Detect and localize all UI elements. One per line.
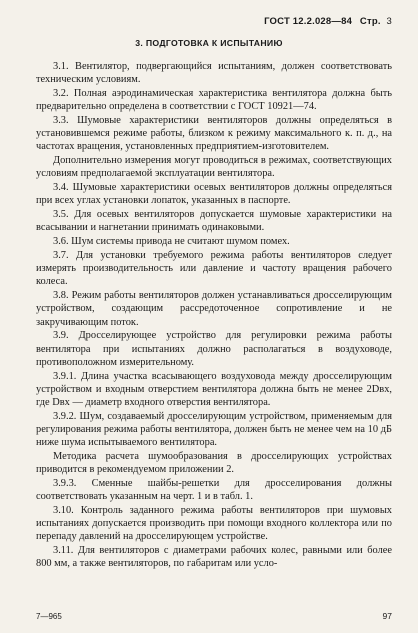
paragraph: 3.10. Контроль заданного режима работы вентиляторов при шумовых испытаниях допускается производить при помощи входного коллектора или по перепаду давлений на дросселирующем устройстве. xyxy=(36,505,392,543)
footer-signature: 7—965 xyxy=(36,612,62,621)
standard-number: ГОСТ 12.2.028—84 xyxy=(264,16,353,27)
paragraph: 3.9.1. Длина участка всасывающего воздуховода между дросселирующим устройством и входным отверстием вентилятора должна быть не менее 2Dвх, где Dвх — диаметр входного отверстия вентилятора. xyxy=(36,370,392,409)
paragraph: 3.7. Для установки требуемого режима работы вентиляторов следует измерять производительность или давление и частоту вращения рабочего колеса. xyxy=(36,250,392,288)
section-title: 3. ПОДГОТОВКА К ИСПЫТАНИЮ xyxy=(135,38,283,48)
paragraph: 3.9.2. Шум, создаваемый дросселирующим устройством, применяемым для регулирования режима работы вентилятора, должен быть не менее чем на 10 дБ ниже шума испытываемого вентилятора. xyxy=(36,410,392,449)
paragraph: 3.2. Полная аэродинамическая характеристика вентилятора должна быть предварительно определена в соответствии с ГОСТ 10921—74. xyxy=(36,88,392,113)
paragraph: Дополнительно измерения могут проводиться в режимах, соответствующих условиям предполагаемой эксплуатации вентилятора. xyxy=(36,155,392,180)
paragraph: 3.11. Для вентиляторов с диаметрами рабочих колес, равными или более 800 мм, а также вентиляторов, по габаритам или усло- xyxy=(36,545,392,570)
paragraph: 3.5. Для осевых вентиляторов допускается шумовые характеристики на всасывании и нагнетании принимать одинаковыми. xyxy=(36,209,392,234)
paragraph: Методика расчета шумообразования в дросселирующих устройствах приводится в рекомендуемом приложении 2. xyxy=(36,451,392,476)
paragraph: 3.4. Шумовые характеристики осевых вентиляторов должны определяться при всех углах установки лопаток, указанных в паспорте. xyxy=(36,182,392,207)
paragraph: 3.8. Режим работы вентиляторов должен устанавливаться дросселирующим устройством, создающим рассредоточенное сопротивление и не закручивающим поток. xyxy=(36,290,392,328)
paragraph: 3.6. Шум системы привода не считают шумом помех. xyxy=(53,236,290,248)
paragraph: 3.9. Дросселирующее устройство для регулировки режима работы вентилятора при испытаниях должно располагаться в воздуховоде, противоположном измерительному. xyxy=(36,330,392,368)
page-header xyxy=(264,16,392,27)
paragraph: 3.3. Шумовые характеристики вентиляторов должны определяться в установившемся режиме работы, близком к режиму максимального к. п. д., на частотах вращения, установленных предприятием-изготовителем. xyxy=(36,115,392,153)
footer-page-number: 97 xyxy=(382,611,392,621)
paragraph: 3.1. Вентилятор, подвергающийся испытаниям, должен соответствовать техническим условиям. xyxy=(36,61,392,86)
page-number: 3 xyxy=(386,16,392,27)
body-text xyxy=(36,60,392,571)
page-label: Стр. xyxy=(359,16,381,27)
paragraph: 3.9.3. Сменные шайбы-решетки для дросселирования должны соответствовать указанным на черт. 1 и в табл. 1. xyxy=(36,478,392,503)
